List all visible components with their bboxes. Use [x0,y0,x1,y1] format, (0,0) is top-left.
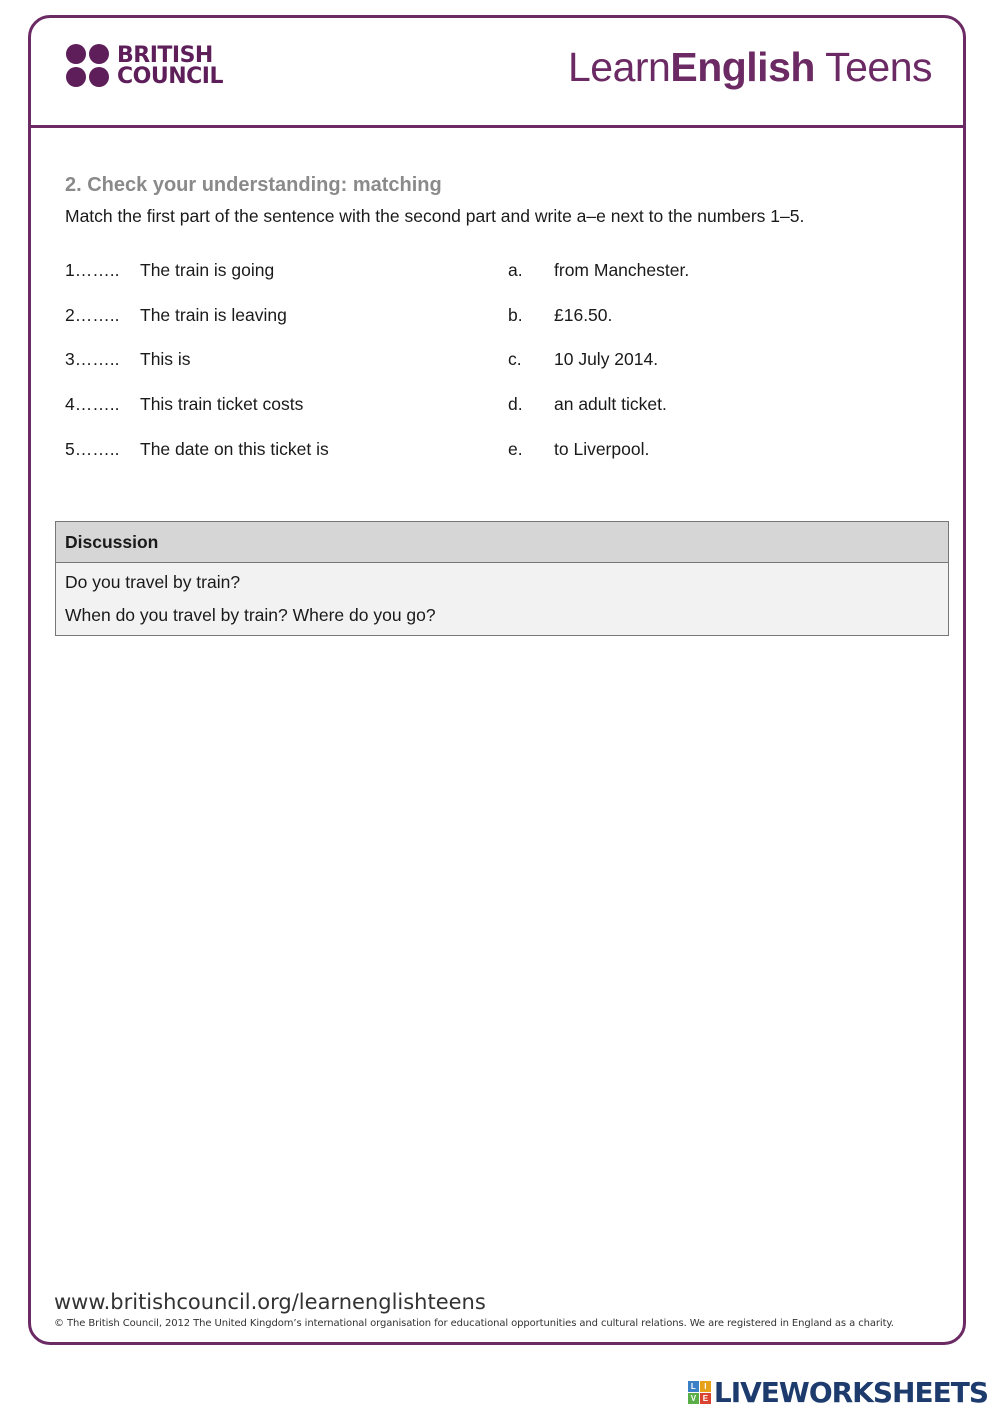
answer-blank[interactable]: 3…….. [65,349,120,369]
match-row [65,349,925,375]
answer-blank[interactable]: 1…….. [65,260,120,280]
discussion-question: When do you travel by train? Where do you go? [65,605,436,625]
option-letter: d. [508,394,523,414]
section-title: 2. Check your understanding: matching [65,174,442,196]
answer-blank[interactable]: 5…….. [65,439,120,459]
liveworksheets-wordmark: LIVEWORKSHEETS [713,1376,988,1409]
answer-blank[interactable]: 4…….. [65,394,120,414]
learnenglish-teens-logo: LearnEnglish Teens [567,44,932,90]
answer-blank[interactable]: 2…….. [65,305,120,325]
instructions: Match the first part of the sentence with the second part and write a–e next to the numbers 1–5. [65,206,805,226]
sentence-start: This train ticket costs [140,394,304,414]
footer-copyright: © The British Council, 2012 The United Kingdom’s international organisation for educational opportunities and cultural relations. We are registered in England as a charity. [54,1318,894,1329]
british-council-logo [66,44,223,87]
sentence-end: £16.50. [554,305,613,325]
option-letter: c. [508,349,522,369]
option-letter: e. [508,439,523,459]
option-letter: a. [508,260,523,280]
header-divider [28,125,966,128]
sentence-end: 10 July 2014. [554,349,659,369]
sentence-start: This is [140,349,191,369]
match-row [65,439,925,465]
option-letter: b. [508,305,523,325]
sentence-end: an adult ticket. [554,394,667,414]
liveworksheets-logo[interactable] [688,1376,988,1409]
liveworksheets-squares-icon: L I V E [688,1381,711,1404]
match-row [65,394,925,420]
sentence-end: to Liverpool. [554,439,650,459]
british-council-dots-icon [66,44,109,87]
british-council-wordmark: BRITISH COUNCIL [117,42,223,89]
footer-url[interactable]: www.britishcouncil.org/learnenglishteens [54,1290,486,1314]
match-row [65,260,925,286]
sentence-end: from Manchester. [554,260,690,280]
discussion-box [55,521,949,636]
match-row [65,305,925,331]
sentence-start: The train is leaving [140,305,287,325]
sentence-start: The train is going [140,260,275,280]
discussion-heading: Discussion [56,522,948,563]
discussion-question: Do you travel by train? [65,572,241,592]
sentence-start: The date on this ticket is [140,439,329,459]
